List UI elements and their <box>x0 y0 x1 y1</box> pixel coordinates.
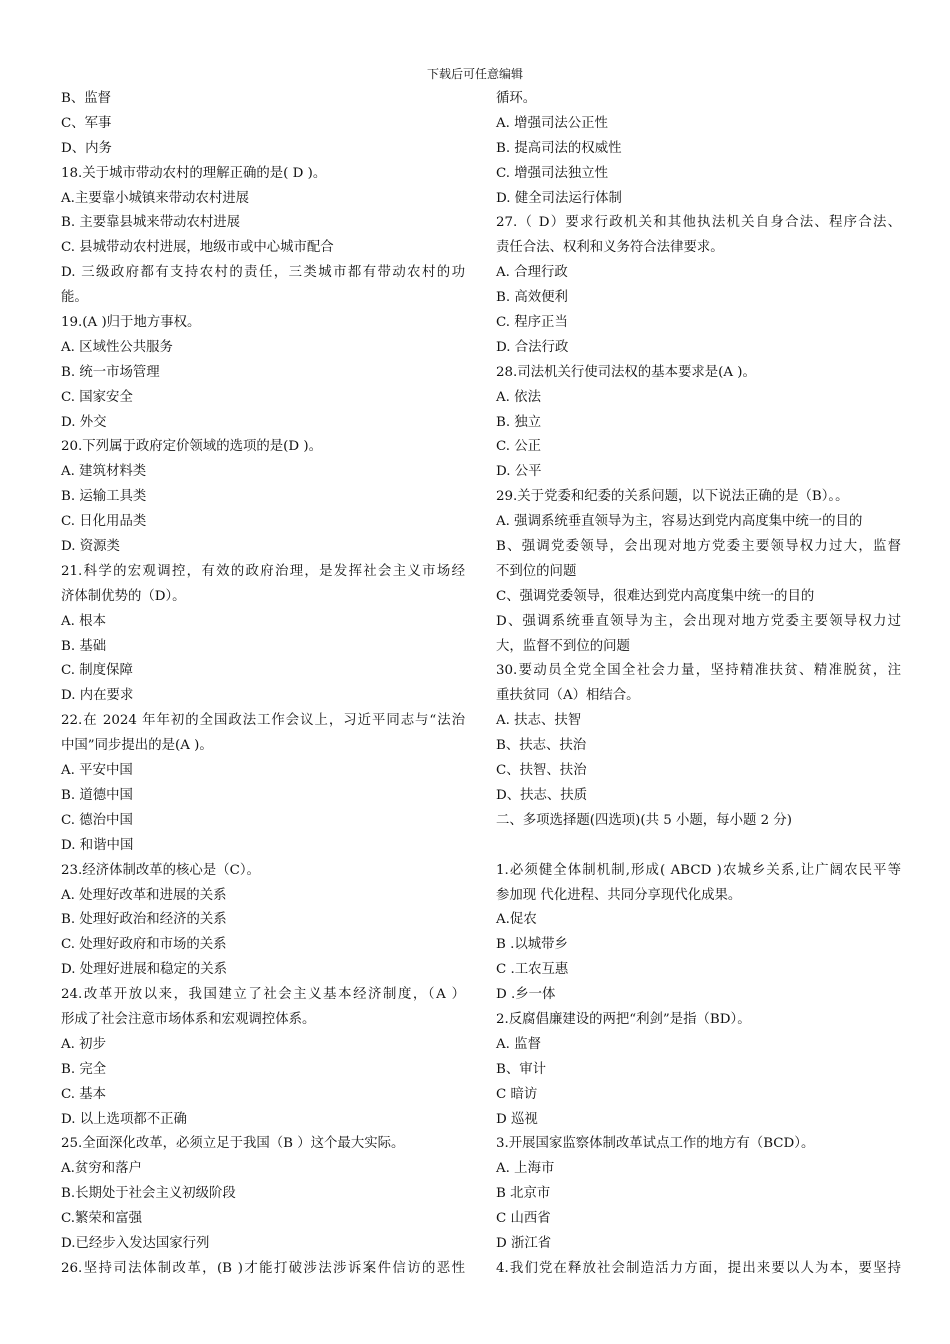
text-line: A. 根本 <box>61 613 106 629</box>
text-line: A. 合理行政 <box>496 265 568 281</box>
text-line: A. 依法 <box>496 389 541 405</box>
text-line: B、扶志、扶治 <box>496 738 587 754</box>
text-line: 二、多项选择题(四选项)(共 5 小题，每小题 2 分) <box>496 812 792 828</box>
text-line: 3.开展国家监察体制改革试点工作的地方有（BCD）。 <box>496 1136 815 1152</box>
text-line: 29.关于党委和纪委的关系问题，以下说法正确的是（B）。。 <box>496 489 849 505</box>
text-line: B. 独立 <box>496 414 542 430</box>
text-line: B. 运输工具类 <box>61 489 147 505</box>
text-line: D. 处理好进展和稳定的关系 <box>61 962 228 978</box>
text-line: 责任合法、权利和义务符合法律要求。 <box>496 240 724 256</box>
text-line: 24.改革开放以来，我国建立了社会主义基本经济制度，（A ） <box>61 987 465 1003</box>
text-line: C. 基本 <box>61 1086 107 1102</box>
text-line: 参加现 代化进程、共同分享现代化成果。 <box>496 887 742 903</box>
text-line: B 北京市 <box>496 1186 551 1202</box>
text-line: A. 平安中国 <box>61 763 133 779</box>
text-line: A.贫穷和落户 <box>61 1161 142 1177</box>
text-line: 重扶贫同（A）相结合。 <box>496 688 640 704</box>
text-line: D. 内在要求 <box>61 688 134 704</box>
text-line: A. 区域性公共服务 <box>61 339 173 355</box>
text-line: C 暗访 <box>496 1086 538 1102</box>
text-line: 20.下列属于政府定价领域的选项的是(D )。 <box>61 439 322 455</box>
text-line: D. 外交 <box>61 414 107 430</box>
text-line: 18.关于城市带动农村的理解正确的是( D )。 <box>61 165 327 181</box>
text-line: 1.必须健全体制机制,形成( ABCD )农城乡关系,让广阔农民平等 <box>496 862 901 878</box>
text-line: C、强调党委领导，很难达到党内高度集中统一的目的 <box>496 588 815 604</box>
text-line: A. 初步 <box>61 1036 106 1052</box>
text-line: 不到位的问题 <box>496 563 577 579</box>
text-line: C、军事 <box>61 115 112 131</box>
text-line: D .乡一体 <box>496 987 556 1003</box>
text-line: D. 三级政府都有支持农村的责任，三类城市都有带动农村的功 <box>61 265 465 281</box>
text-line: B. 统一市场管理 <box>61 364 160 380</box>
text-line: 26.坚持司法体制改革，(B )才能打破涉法涉诉案件信访的恶性 <box>61 1260 465 1276</box>
text-line: A. 扶志、扶智 <box>496 713 582 729</box>
text-line: 2.反腐倡廉建设的两把“利剑”是指（BD）。 <box>496 1011 751 1027</box>
text-line: A.主要靠小城镇来带动农村进展 <box>61 190 250 206</box>
right-column <box>496 87 901 1282</box>
text-line: C .工农互惠 <box>496 962 569 978</box>
text-line: 23.经济体制改革的核心是（C）。 <box>61 862 260 878</box>
text-line <box>496 834 901 859</box>
text-line: 济体制优势的（D）。 <box>61 588 186 604</box>
text-line: 4.我们党在释放社会制造活力方面，提出来要以人为本，要坚持 <box>496 1260 901 1276</box>
text-line: D. 合法行政 <box>496 339 569 355</box>
text-line: A.促农 <box>496 912 537 928</box>
text-line: C. 县城带动农村进展，地级市或中心城市配合 <box>61 240 334 256</box>
text-line: 27.（ D）要求行政机关和其他执法机关自身合法、程序合法、 <box>496 215 901 231</box>
text-line: C.繁荣和富强 <box>61 1211 142 1227</box>
text-line: A. 监督 <box>496 1036 541 1052</box>
text-line: 28.司法机关行使司法权的基本要求是(A )。 <box>496 364 756 380</box>
text-line: 19.(A )归于地方事权。 <box>61 315 201 331</box>
page-header: 下载后可任意编辑 <box>426 67 523 81</box>
text-line: D. 资源类 <box>61 539 120 555</box>
text-line: B、审计 <box>496 1061 547 1077</box>
text-line: D. 公平 <box>496 464 542 480</box>
text-line: C. 公正 <box>496 439 542 455</box>
text-line: B.长期处于社会主义初级阶段 <box>61 1186 236 1202</box>
text-line: D 浙江省 <box>496 1235 552 1251</box>
text-line: 21.科学的宏观调控，有效的政府治理，是发挥社会主义市场经 <box>61 563 465 579</box>
text-line: B. 提高司法的权威性 <box>496 140 622 156</box>
text-line: C、扶智、扶治 <box>496 763 587 779</box>
text-line: 中国”同步提出的是(A )。 <box>61 738 213 754</box>
text-line: B .以城带乡 <box>496 937 568 953</box>
text-line: D、扶志、扶质 <box>496 787 588 803</box>
text-line: C. 德治中国 <box>61 812 133 828</box>
text-line: 22.在 2024 年年初的全国政法工作会议上，习近平同志与“法治 <box>61 713 465 729</box>
text-line: B. 主要靠县城来带动农村进展 <box>61 215 241 231</box>
text-line: 30.要动员全党全国全社会力量，坚持精准扶贫、精准脱贫，注 <box>496 663 901 679</box>
text-line: B、监督 <box>61 91 112 106</box>
text-line: D. 以上选项都不正确 <box>61 1111 187 1127</box>
text-line: B. 完全 <box>61 1061 107 1077</box>
text-line: A. 强调系统垂直领导为主，容易达到党内高度集中统一的目的 <box>496 514 863 530</box>
text-line: D 巡视 <box>496 1111 538 1127</box>
text-line: 25.全面深化改革，必须立足于我国（B ）这个最大实际。 <box>61 1136 405 1152</box>
text-line: D、内务 <box>61 140 112 156</box>
left-column <box>61 87 465 1282</box>
text-line: A. 建筑材料类 <box>61 464 147 480</box>
text-line: D. 和谐中国 <box>61 837 134 853</box>
text-line: C. 增强司法独立性 <box>496 165 609 181</box>
text-line: C. 处理好政府和市场的关系 <box>61 937 227 953</box>
text-line: 能。 <box>61 290 88 306</box>
text-line: C. 国家安全 <box>61 389 133 405</box>
text-line: A. 处理好改革和进展的关系 <box>61 887 227 903</box>
text-line: A. 上海市 <box>496 1161 555 1177</box>
text-line: D. 健全司法运行体制 <box>496 190 622 206</box>
text-line: 大，监督不到位的问题 <box>496 638 630 654</box>
text-line: 循环。 <box>496 91 537 106</box>
text-line: 形成了社会注意市场体系和宏观调控体系。 <box>61 1011 316 1027</box>
text-line: B. 基础 <box>61 638 107 654</box>
text-line: C. 程序正当 <box>496 315 568 331</box>
text-line: C 山西省 <box>496 1211 551 1227</box>
text-line: D.已经步入发达国家行列 <box>61 1235 210 1251</box>
text-line: B. 处理好政治和经济的关系 <box>61 912 227 928</box>
text-line: A. 增强司法公正性 <box>496 115 608 131</box>
text-line: C. 日化用品类 <box>61 514 147 530</box>
text-line: B、强调党委领导，会出现对地方党委主要领导权力过大，监督 <box>496 539 901 555</box>
text-line: B. 道德中国 <box>61 787 133 803</box>
text-line: B. 高效便利 <box>496 290 568 306</box>
text-line: D、强调系统垂直领导为主，会出现对地方党委主要领导权力过 <box>496 613 901 629</box>
text-line: C. 制度保障 <box>61 663 133 679</box>
